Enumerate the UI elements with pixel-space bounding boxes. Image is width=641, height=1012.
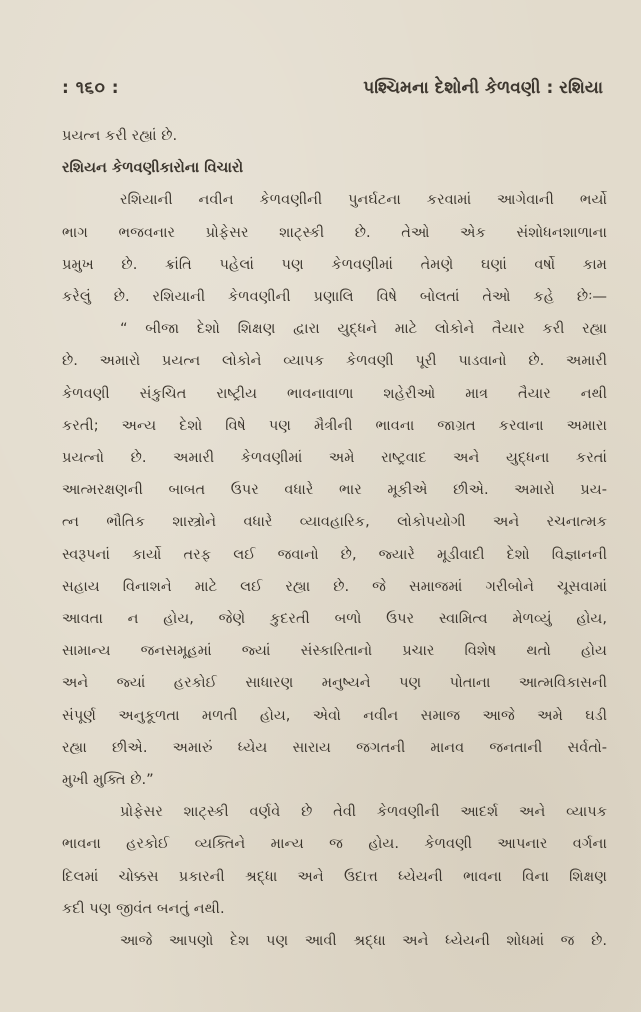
paragraph-line: કરેલું છે. રશિયાની કેળવણીની પ્રણાલિ વિષે બોલતાં તેઓ કહે છેઃ— xyxy=(62,288,607,306)
quote-line: મુખી મુક્તિ છે.” xyxy=(62,771,154,789)
quote-line: સહાય વિનાશને માટે લઈ રહ્યા છે. જે સમાજમાં ગરીબોને ચૂસવામાં xyxy=(62,577,607,595)
paragraph-line: ભાવના હરકોઈ વ્યક્તિને માન્ય જ હોય. કેળવણી આપનાર વર્ગના xyxy=(62,835,607,853)
page-number: : ૧૬૦ : xyxy=(62,78,120,98)
quote-line: પ્રયત્નો છે. અમારી કેળવણીમાં અમે રાષ્ટ્રવાદ અને યુદ્ધના કરતાં xyxy=(62,449,607,467)
quote-line: છે. અમારો પ્રયત્ન લોકોને વ્યાપક કેળવણી પૂરી પાડવાનો છે. અમારી xyxy=(62,352,607,370)
quote-line: “ બીજા દેશો શિક્ષણ દ્વારા યુદ્ધને માટે લોકોને તૈયાર કરી રહ્યા xyxy=(120,320,607,338)
paragraph-line: દિલમાં ચોક્કસ પ્રકારની શ્રદ્ધા અને ઉદાત્ત ધ્યેયની ભાવના વિના શિક્ષણ xyxy=(62,867,607,885)
quote-line: રહ્યા છીએ. અમારું ધ્યેય સારાય જગતની માનવ જનતાની સર્વતો- xyxy=(62,738,607,756)
page-header xyxy=(62,78,603,108)
paragraph-line: ભાગ ભજવનાર પ્રોફેસર શાટ્સ્કી છે. તેઓ એક સંશોધનશાળાના xyxy=(62,223,607,241)
quote-line: સામાન્ય જનસમૂહમાં જ્યાં સંસ્કારિતાનો પ્રચાર વિશેષ થતો હોય xyxy=(62,642,607,660)
paragraph-line: રશિયાની નવીન કેળવણીની પુનર્ઘટના કરવામાં આગેવાની ભર્યો xyxy=(120,191,607,209)
paragraph-line: પ્રમુખ છે. ક્રાંતિ પહેલાં પણ કેળવણીમાં તેમણે ઘણાં વર્ષો કામ xyxy=(62,255,607,273)
quote-line: આવતા ન હોય, જેણે કુદરતી બળો ઉપર સ્વામિત્વ મેળવ્યું હોય, xyxy=(62,610,607,628)
quote-line: આત્મરક્ષણની બાબત ઉપર વધારે ભાર મૂકીએ છીએ. અમારો પ્રય- xyxy=(62,481,607,499)
section-heading: રશિયન કેળવણીકારોના વિચારો xyxy=(62,159,244,177)
quote-line: કેળવણી સંકુચિત રાષ્ટ્રીય ભાવનાવાળા શહેરીઓ માત્ર તૈયાર નથી xyxy=(62,384,607,402)
running-title: પશ્ચિમના દેશોની કેળવણી : રશિયા xyxy=(363,78,603,98)
paragraph-line: આજે આપણો દેશ પણ આવી શ્રદ્ધા અને ધ્યેયની શોધમાં જ છે. xyxy=(120,932,607,950)
quote-line: સંપૂર્ણ અનુકૂળતા મળતી હોય, એવો નવીન સમાજ આજે અમે ઘડી xyxy=(62,706,607,724)
quote-line: કરતી; અન્ય દેશો વિષે પણ મૈત્રીની ભાવના જાગ્રત કરવાના અમારા xyxy=(62,416,607,434)
paragraph-line: કદી પણ જીવંત બનતું નથી. xyxy=(62,899,225,917)
body-text xyxy=(62,120,607,957)
quote-line: સ્વરૂપનાં કાર્યો તરફ લઈ જવાનો છે, જ્યારે મૂડીવાદી દેશો વિજ્ઞાનની xyxy=(62,545,607,563)
text-line: પ્રયત્ન કરી રહ્યાં છે. xyxy=(62,127,178,144)
quote-line: અને જ્યાં હરકોઈ સાધારણ મનુષ્યને પણ પોતાના આત્મવિકાસની xyxy=(62,674,607,692)
quote-line: ત્ન ભૌતિક શાસ્ત્રોને વધારે વ્યાવહારિક, લોકોપયોગી અને રચનાત્મક xyxy=(62,513,607,531)
paragraph-line: પ્રોફેસર શાટ્સ્કી વર્ણવે છે તેવી કેળવણીની આદર્શ અને વ્યાપક xyxy=(120,803,607,821)
